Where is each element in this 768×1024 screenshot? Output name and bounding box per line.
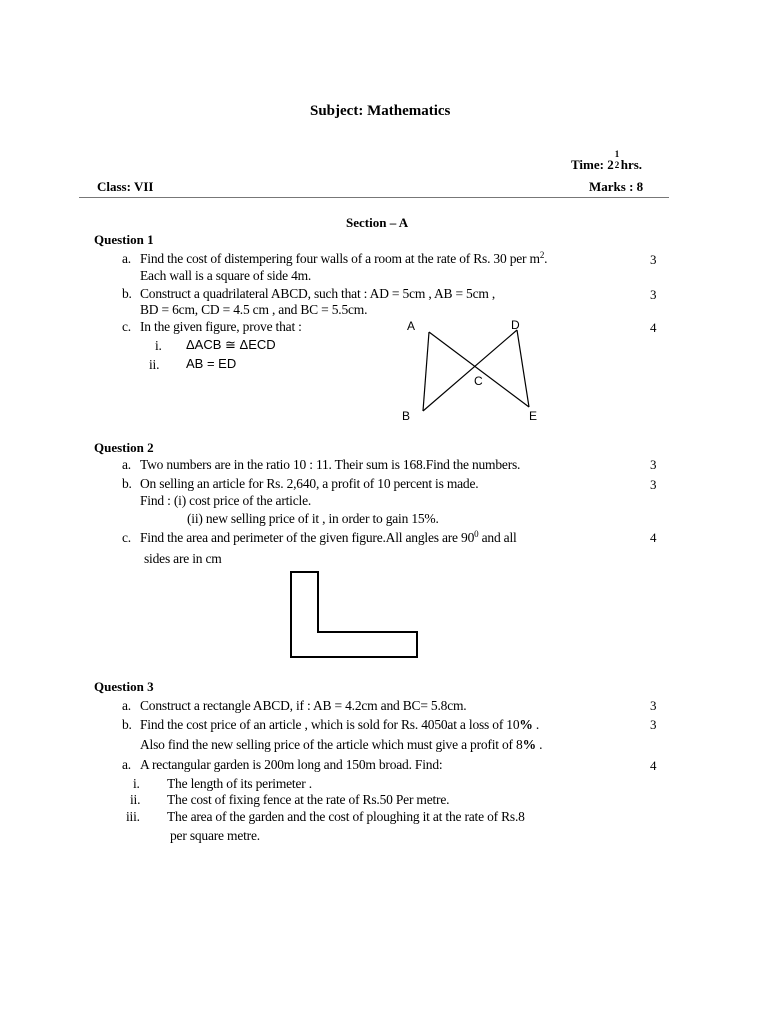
q2a-marks: 3	[650, 457, 657, 472]
q3c-ii-text: The cost of fixing fence at the rate of Rs.50 Per metre.	[167, 792, 450, 807]
section-title: Section – A	[346, 215, 409, 230]
q2c-marks: 4	[650, 530, 657, 545]
q2b-line1: On selling an article for Rs. 2,640, a profit of 10 percent is made.	[140, 476, 479, 491]
q3c-i-num: i.	[133, 776, 140, 791]
q1b-marks: 3	[650, 287, 657, 302]
q3a-marks: 3	[650, 698, 657, 713]
q2b-letter: b.	[122, 476, 132, 491]
time-frac-den: 2	[614, 160, 620, 170]
q3b-line2	[140, 737, 542, 753]
q2a-line1: Two numbers are in the ratio 10 : 11. Their sum is 168.Find the numbers.	[140, 457, 521, 472]
q3b-line2-end: .	[535, 737, 543, 752]
q3b-line2-text: Also find the new selling price of the article which must give a profit of 8	[140, 737, 523, 752]
q2c-superscript: 0	[474, 529, 479, 539]
q3c-iii-num: iii.	[126, 809, 140, 824]
figure-label-a: A	[407, 319, 416, 333]
q1c-line1: In the given figure, prove that :	[140, 319, 302, 334]
q2b-line2: Find : (i) cost price of the article.	[140, 493, 312, 508]
time-suffix: hrs.	[620, 157, 643, 172]
q3b-letter: b.	[122, 717, 132, 732]
q1b-line2: BD = 6cm, CD = 4.5 cm , and BC = 5.5cm.	[140, 302, 368, 317]
q3c-line1: A rectangular garden is 200m long and 150m broad. Find:	[140, 757, 443, 772]
q2a-letter: a.	[122, 457, 131, 472]
q1c-ii-num: ii.	[149, 357, 160, 372]
q3a-letter: a.	[122, 698, 131, 713]
q3b-line2-percent: %	[522, 737, 536, 752]
q2c-end: and all	[478, 530, 517, 545]
q1a-line2: Each wall is a square of side 4m.	[140, 268, 312, 283]
q1a-marks: 3	[650, 252, 657, 267]
q1a-text: Find the cost of distempering four walls of a room at the rate of Rs. 30 per m	[140, 251, 540, 266]
marks-label: Marks : 8	[589, 179, 644, 194]
q3c-iii-text2: per square metre.	[170, 828, 260, 843]
q2c-line2: sides are in cm	[144, 551, 222, 566]
question-3-title: Question 3	[94, 679, 154, 694]
q3b-percent: %	[519, 717, 533, 732]
figure-label-c: C	[474, 374, 483, 388]
q1a-end: .	[544, 251, 548, 266]
q3b-text: Find the cost price of an article , which is sold for Rs. 4050at a loss of 10	[140, 717, 520, 732]
q1c-i-num: i.	[155, 338, 162, 353]
time-frac-num: 1	[614, 149, 620, 159]
q1c-i-text: ΔACB ≅ ΔECD	[186, 337, 276, 352]
figure-label-d: D	[511, 318, 520, 332]
q2b-line3: (ii) new selling price of it , in order to gain 15%.	[187, 511, 439, 526]
figure-label-e: E	[529, 409, 538, 423]
l-shape-outline	[291, 572, 417, 657]
q3c-marks: 4	[650, 758, 657, 773]
q3c-i-text: The length of its perimeter .	[167, 776, 312, 791]
q1a-letter: a.	[122, 251, 131, 266]
q3b-line1	[140, 717, 539, 733]
q1c-letter: c.	[122, 319, 131, 334]
q3c-ii-num: ii.	[130, 792, 141, 807]
q1c-ii-text: AB = ED	[186, 356, 237, 371]
q1b-line1: Construct a quadrilateral ABCD, such that : AD = 5cm , AB = 5cm ,	[140, 286, 496, 301]
question-1-title: Question 1	[94, 232, 154, 247]
q3a-line1: Construct a rectangle ABCD, if : AB = 4.2cm and BC= 5.8cm.	[140, 698, 467, 713]
q1b-letter: b.	[122, 286, 132, 301]
q1c-marks: 4	[650, 320, 657, 335]
class-label: Class: VII	[97, 179, 154, 194]
page-title: Subject: Mathematics	[310, 103, 451, 119]
q2c-text: Find the area and perimeter of the given figure.All angles are 90	[140, 530, 475, 545]
q3b-end: .	[532, 717, 540, 732]
q3b-marks: 3	[650, 717, 657, 732]
q2c-letter: c.	[122, 530, 131, 545]
q2b-marks: 3	[650, 477, 657, 492]
question-2-title: Question 2	[94, 440, 154, 455]
q1a-superscript: 2	[539, 250, 545, 260]
q3c-letter: a.	[122, 757, 131, 772]
time-prefix: Time: 2	[571, 157, 614, 172]
q3c-iii-text: The area of the garden and the cost of ploughing it at the rate of Rs.8	[167, 809, 525, 824]
figure-label-b: B	[402, 409, 411, 423]
